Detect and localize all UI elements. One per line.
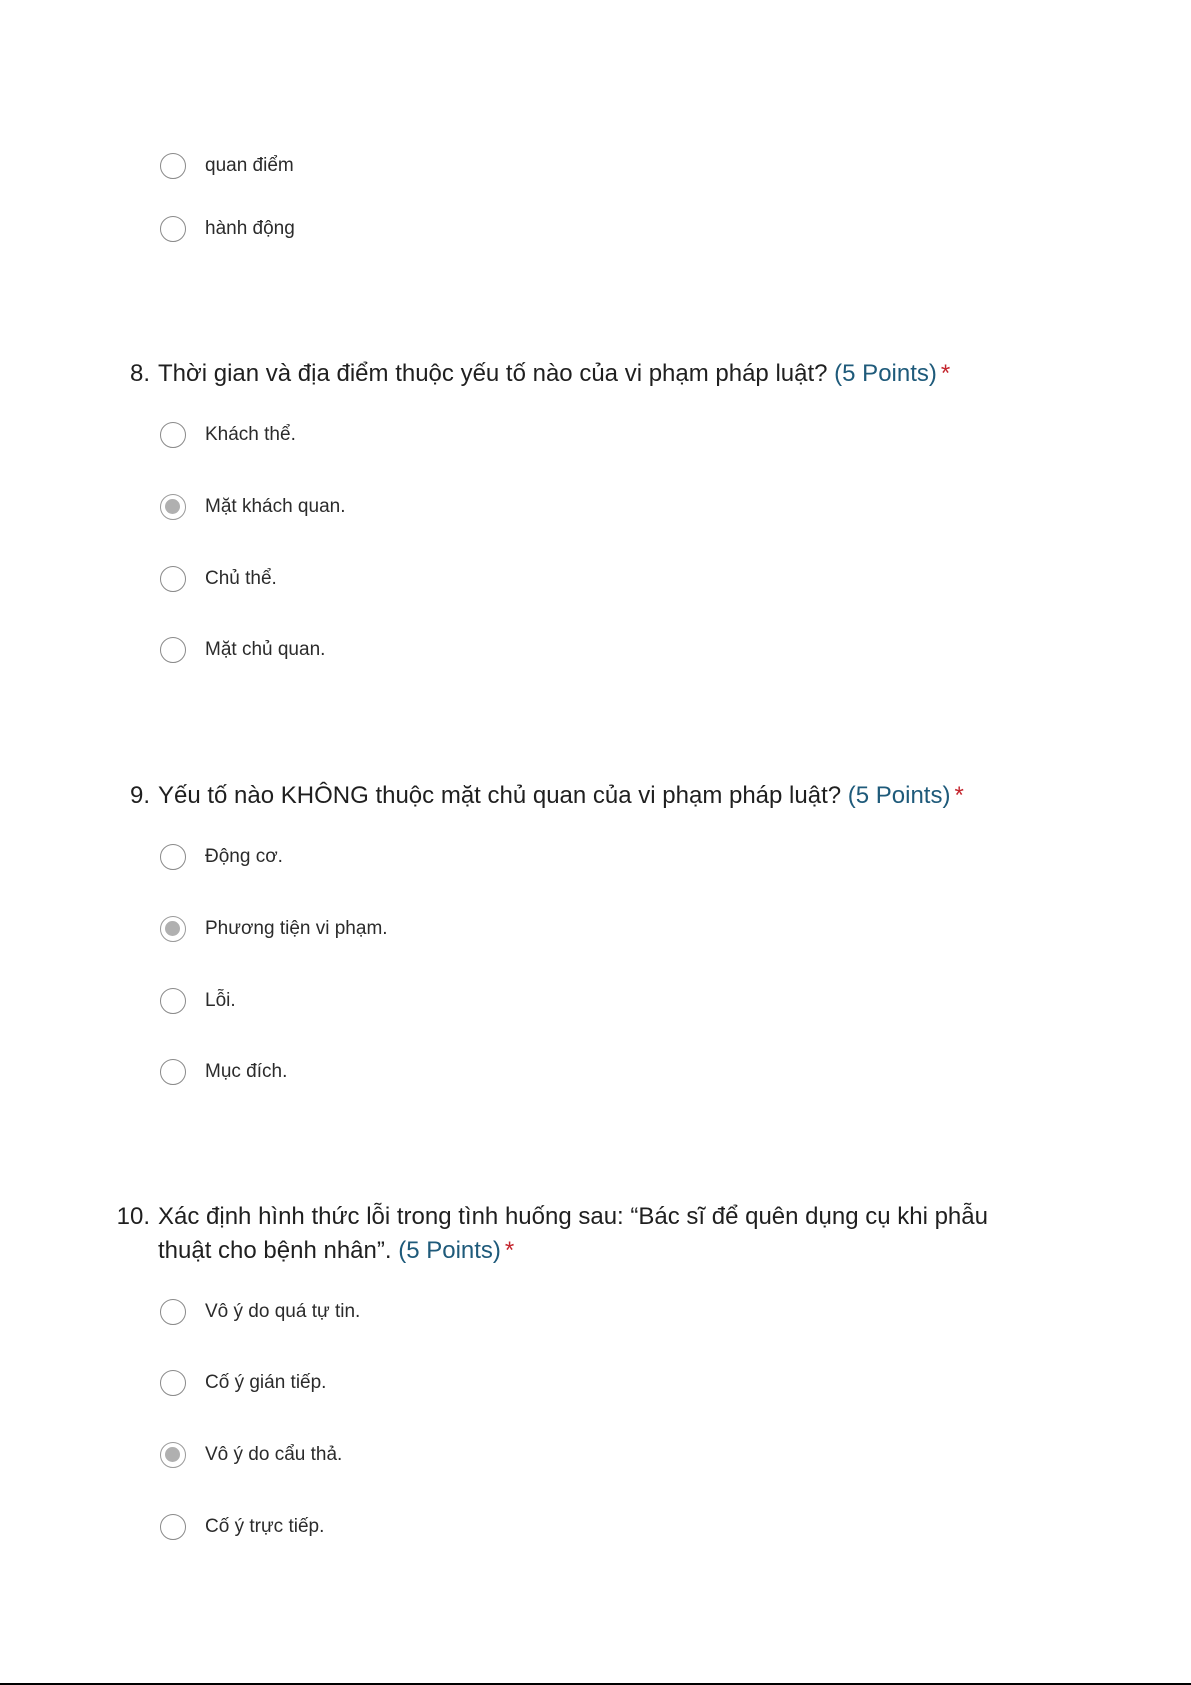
question-label-line1: Xác định hình thức lỗi trong tình huống sau: “Bác sĩ để quên dụng cụ khi phẫu (158, 1203, 988, 1230)
option-label: Vô ý do cẩu thả. (205, 1444, 343, 1465)
radio-button[interactable] (160, 422, 186, 448)
radio-button[interactable] (160, 216, 186, 242)
option-mat-chu-quan[interactable] (160, 633, 325, 667)
option-label: Vô ý do quá tự tin. (205, 1301, 361, 1322)
option-phuong-tien-vi-pham[interactable] (160, 912, 388, 946)
question-number: 8. (129, 360, 150, 387)
option-hanh-dong[interactable] (160, 212, 295, 246)
radio-button[interactable] (160, 1514, 186, 1540)
question-text (158, 1200, 1038, 1268)
required-asterisk: * (954, 782, 964, 809)
question-label: Yếu tố nào KHÔNG thuộc mặt chủ quan của vi phạm pháp luật? (158, 782, 842, 809)
option-label: quan điểm (205, 155, 294, 176)
option-co-y-gian-tiep[interactable] (160, 1366, 326, 1400)
option-loi[interactable] (160, 984, 236, 1018)
required-asterisk: * (940, 360, 951, 387)
option-label: Chủ thể. (205, 568, 277, 589)
radio-button[interactable] (160, 844, 186, 870)
radio-button-selected[interactable] (160, 916, 186, 942)
question-9-title (0, 779, 1191, 813)
radio-button[interactable] (160, 566, 186, 592)
option-label: hành động (205, 218, 295, 239)
question-label: Thời gian và địa điểm thuộc yếu tố nào của vi phạm pháp luật? (158, 360, 828, 387)
radio-button[interactable] (160, 637, 186, 663)
radio-button[interactable] (160, 1299, 186, 1325)
question-10-title (0, 1200, 1191, 1268)
option-chu-the[interactable] (160, 562, 277, 596)
option-label: Khách thể. (205, 424, 296, 445)
points-label: (5 Points) (847, 782, 951, 809)
option-label: Động cơ. (205, 846, 283, 867)
option-mat-khach-quan[interactable] (160, 490, 345, 524)
option-label: Cố ý trực tiếp. (205, 1516, 325, 1537)
radio-button[interactable] (160, 988, 186, 1014)
option-muc-dich[interactable] (160, 1055, 287, 1089)
option-label: Mặt khách quan. (205, 496, 346, 517)
option-vo-y-do-qua-tu-tin[interactable] (160, 1295, 360, 1329)
radio-button[interactable] (160, 153, 186, 179)
option-co-y-truc-tiep[interactable] (160, 1510, 324, 1544)
radio-button[interactable] (160, 1370, 186, 1396)
option-khach-the[interactable] (160, 418, 296, 452)
option-label: Mục đích. (205, 1061, 288, 1082)
points-label: (5 Points) (834, 360, 937, 387)
question-text (158, 779, 1038, 813)
question-text (158, 357, 1038, 391)
question-number: 10. (116, 1203, 150, 1230)
option-dong-co[interactable] (160, 840, 283, 874)
radio-button-selected[interactable] (160, 1442, 186, 1468)
option-label: Mặt chủ quan. (205, 639, 326, 660)
option-label: Phương tiện vi phạm. (205, 918, 388, 939)
points-label: (5 Points) (398, 1237, 501, 1264)
radio-button[interactable] (160, 1059, 186, 1085)
option-label: Cố ý gián tiếp. (205, 1372, 327, 1393)
radio-button-selected[interactable] (160, 494, 186, 520)
question-label-line2: thuật cho bệnh nhân”. (158, 1237, 392, 1264)
question-8-title (0, 357, 1191, 391)
question-number: 9. (129, 782, 150, 809)
option-quan-diem[interactable] (160, 149, 294, 183)
option-label: Lỗi. (205, 990, 236, 1011)
required-asterisk: * (504, 1237, 515, 1264)
option-vo-y-do-cau-tha[interactable] (160, 1438, 342, 1472)
